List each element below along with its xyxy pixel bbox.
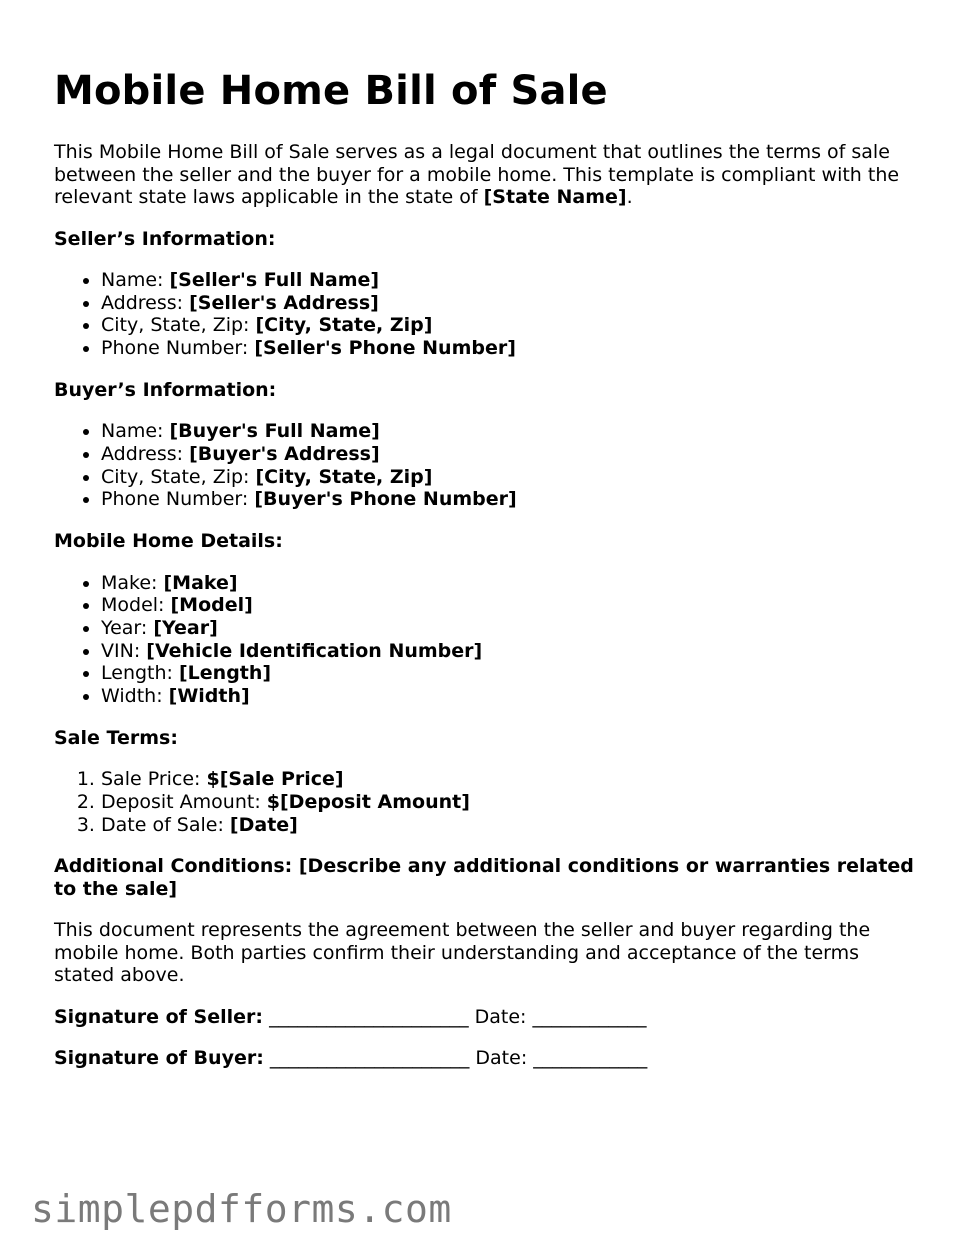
field-label: Deposit Amount:: [101, 791, 267, 814]
field-label: City, State, Zip:: [101, 465, 256, 488]
additional-conditions: Additional Conditions: [Describe any additional conditions or warranties related to the sale]: [54, 855, 914, 900]
field-value: [Buyer's Address]: [189, 443, 380, 466]
seller-signature-label: Signature of Seller:: [54, 1005, 264, 1028]
field-value: [Length]: [178, 662, 272, 685]
seller-date-blank: ____________: [532, 1005, 647, 1028]
field-label: Sale Price:: [101, 768, 207, 791]
list-item: [101, 292, 924, 315]
document-page: [54, 66, 924, 1070]
list-item: [101, 791, 924, 814]
list-item: [101, 594, 924, 617]
field-label: Name:: [101, 420, 170, 443]
list-item: [101, 314, 924, 337]
field-value: $[Deposit Amount]: [266, 791, 470, 814]
list-item: [101, 443, 924, 466]
field-value: [City, State, Zip]: [255, 465, 433, 488]
list-item: [101, 685, 924, 708]
buyer-signature-line: [54, 1047, 924, 1070]
sale-terms-heading: Sale Terms:: [54, 726, 178, 749]
buyer-date-blank: ____________: [533, 1047, 648, 1070]
buyer-signature-blank: _____________________: [269, 1047, 470, 1070]
seller-signature-line: [54, 1006, 924, 1029]
home-details-list: [54, 572, 924, 708]
list-item: [101, 640, 924, 663]
field-label: Model:: [101, 594, 171, 617]
field-value: [Buyer's Phone Number]: [254, 488, 517, 511]
field-label: Make:: [101, 571, 164, 594]
field-label: Name:: [101, 269, 170, 291]
list-item: [101, 814, 924, 837]
buyer-heading: Buyer’s Information:: [54, 378, 277, 401]
field-label: Year:: [101, 617, 154, 640]
watermark: simplepdfforms.com: [31, 1187, 452, 1231]
buyer-signature-label: Signature of Buyer:: [54, 1047, 264, 1070]
field-value: [Model]: [170, 594, 253, 617]
field-label: Address:: [101, 443, 190, 466]
list-item: [101, 662, 924, 685]
field-label: City, State, Zip:: [101, 314, 256, 337]
seller-date-label: Date:: [474, 1005, 527, 1028]
seller-signature-blank: _____________________: [269, 1005, 469, 1028]
seller-heading: Seller’s Information:: [54, 227, 276, 250]
intro-text: This Mobile Home Bill of Sale serves as a legal document that outlines the terms of sale between the seller and the buyer for a mobile home. This template is compliant with the relevant state laws applicable in the state of: [54, 141, 900, 208]
field-label: VIN:: [101, 639, 147, 662]
field-label: Date of Sale:: [101, 813, 230, 836]
document-title: Mobile Home Bill of Sale: [54, 68, 608, 114]
field-value: [Date]: [229, 813, 298, 836]
field-value: [Vehicle Identification Number]: [146, 639, 483, 662]
list-item: [101, 420, 924, 443]
sale-terms-list: [54, 768, 924, 836]
field-value: [Seller's Phone Number]: [254, 337, 516, 360]
list-item: [101, 466, 924, 489]
seller-list: [54, 269, 924, 360]
intro-paragraph: [54, 141, 924, 209]
list-item: [101, 337, 924, 360]
field-label: Length:: [101, 662, 179, 685]
field-label: Width:: [101, 685, 169, 708]
list-item: [101, 269, 924, 292]
field-value: [Seller's Address]: [189, 291, 379, 314]
buyer-date-label: Date:: [475, 1047, 528, 1070]
intro-end: .: [626, 186, 633, 208]
field-value: [Width]: [168, 685, 250, 708]
home-details-heading: Mobile Home Details:: [54, 530, 283, 553]
field-label: Phone Number:: [101, 488, 255, 511]
list-item: [101, 572, 924, 595]
list-item: [101, 617, 924, 640]
field-value: $[Sale Price]: [206, 768, 344, 791]
state-name-placeholder: [State Name]: [483, 186, 627, 208]
field-value: [Seller's Full Name]: [169, 269, 380, 291]
closing-paragraph: This document represents the agreement between the seller and buyer regarding the mobile home. Both parties confirm their understanding and acceptance of the terms stated above.: [54, 919, 871, 987]
list-item: [101, 768, 924, 791]
field-label: Phone Number:: [101, 337, 255, 360]
field-value: [Buyer's Full Name]: [169, 420, 380, 443]
field-value: [Year]: [153, 617, 218, 640]
buyer-list: [54, 420, 924, 511]
list-item: [101, 488, 924, 511]
field-label: Address:: [101, 291, 190, 314]
field-value: [Make]: [163, 571, 238, 594]
field-value: [City, State, Zip]: [255, 314, 433, 337]
